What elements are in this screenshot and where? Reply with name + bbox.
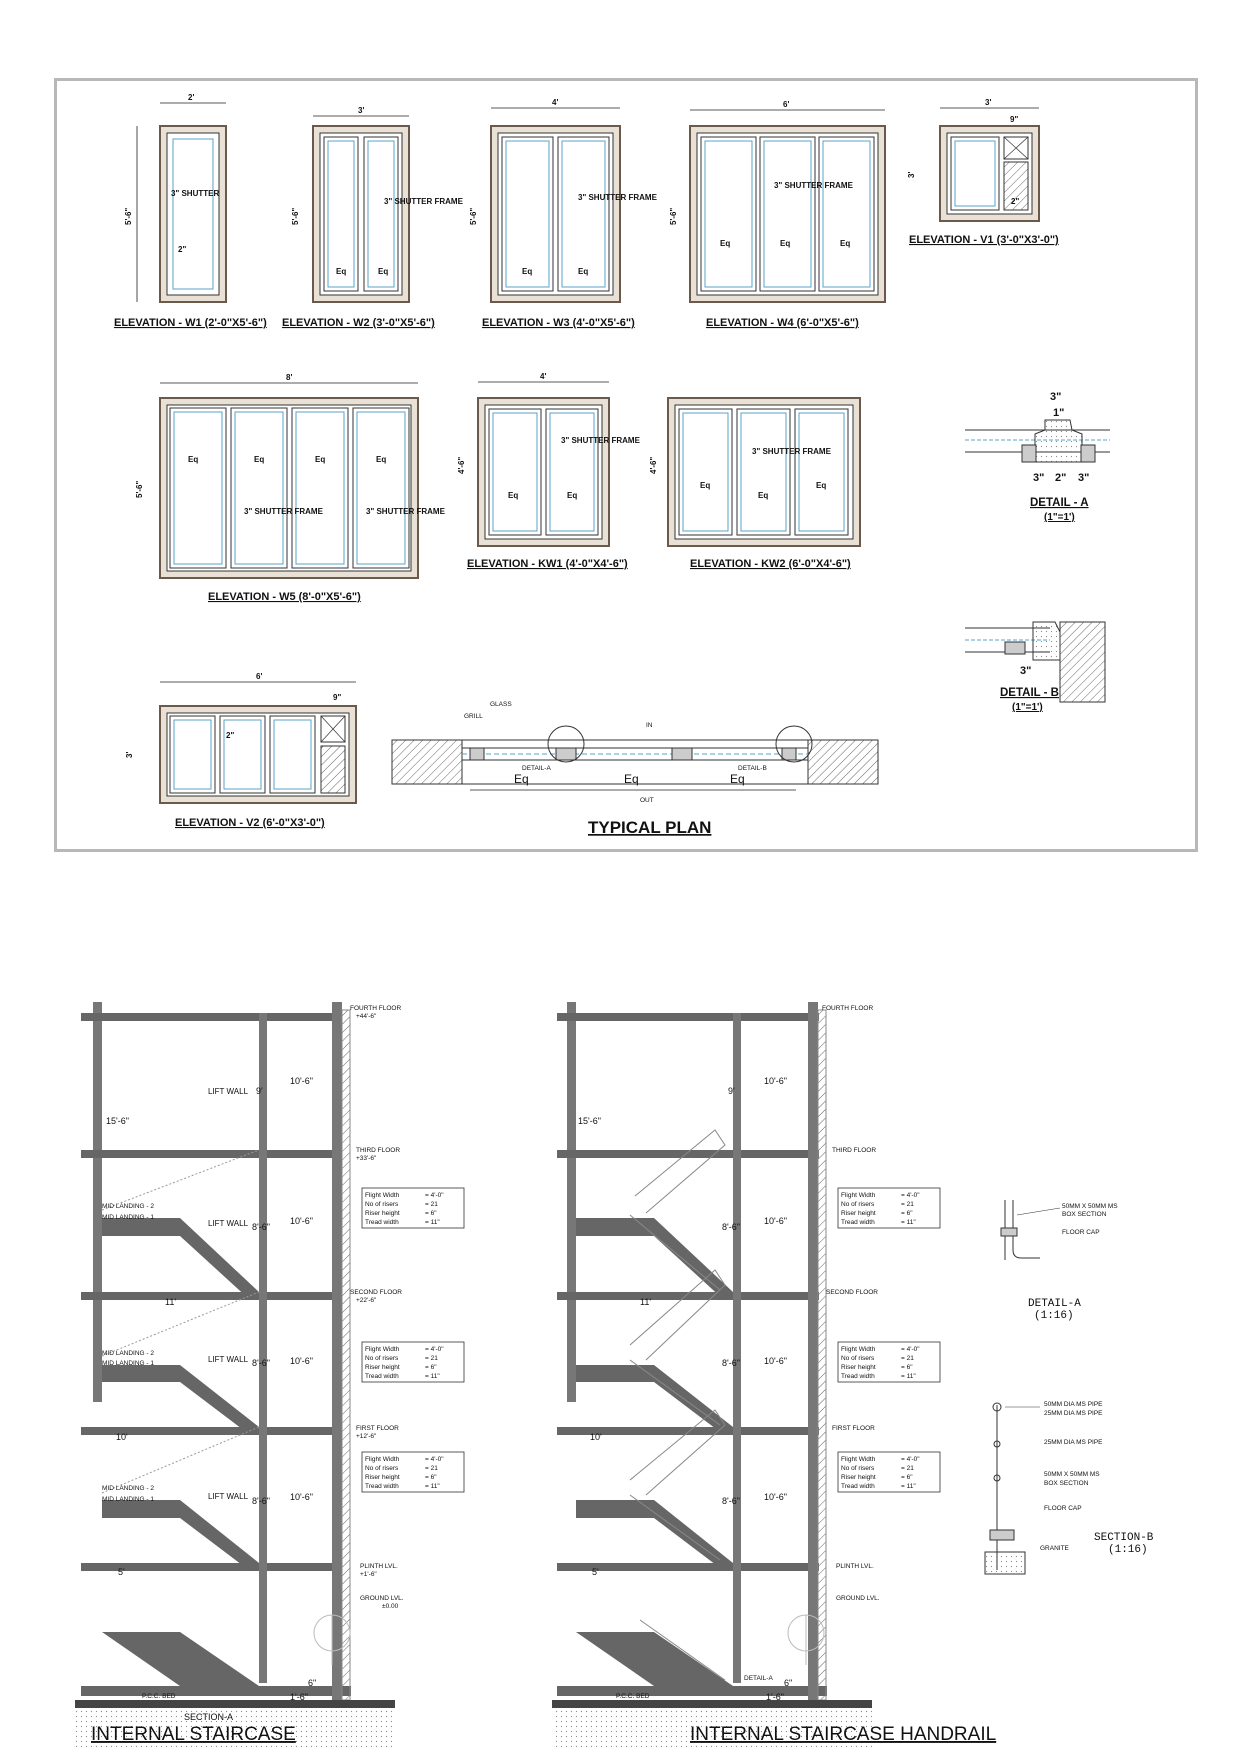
v1-title: ELEVATION - V1 (3'-0"X3'-0") (909, 234, 1059, 246)
dA-l2: BOX SECTION (1062, 1211, 1107, 1218)
svg-text:Flight Width: Flight Width (841, 1192, 876, 1199)
lvl-3: THIRD FLOOR (356, 1147, 401, 1154)
svg-text:= 4'-0": = 4'-0" (901, 1192, 920, 1199)
w4-eq3: Eq (840, 239, 851, 248)
w4-title: ELEVATION - W4 (6'-0"X5'-6") (706, 317, 859, 329)
svg-text:= 21: = 21 (901, 1465, 914, 1472)
svg-text:= 4'-0": = 4'-0" (425, 1456, 444, 1463)
svg-text:= 6": = 6" (425, 1210, 437, 1217)
v1-width: 3' (985, 98, 992, 107)
a-s2: 11' (165, 1297, 177, 1307)
kw2-eq3: Eq (816, 481, 827, 490)
detail-b-window (965, 622, 1105, 713)
detail-a-d4: 2" (1055, 472, 1067, 484)
v2-height: 3' (125, 751, 134, 758)
elevation-w3 (469, 98, 658, 329)
kw1-note: 3" SHUTTER FRAME (561, 436, 640, 445)
plan-title: TYPICAL PLAN (588, 818, 712, 837)
v2-vent: 9" (333, 693, 342, 702)
svg-text:No of risers: No of risers (365, 1465, 399, 1472)
w5-title: ELEVATION - W5 (8'-0"X5'-6") (208, 591, 361, 603)
lvl-1-val: +12'-6" (356, 1433, 377, 1440)
kw1-height: 4'-6" (457, 456, 466, 474)
a-v1: 9' (256, 1086, 263, 1096)
plan-in: IN (646, 722, 653, 729)
a-h1: 10'-6" (290, 1076, 313, 1086)
svg-text:Riser height: Riser height (841, 1210, 876, 1217)
detail-a-d1: 3" (1050, 391, 1062, 403)
svg-text:= 6": = 6" (901, 1364, 913, 1371)
b-s1: 15'-6" (578, 1116, 601, 1126)
svg-text:Tread width: Tread width (365, 1373, 399, 1380)
v1-d: 2" (1011, 197, 1020, 206)
stair-a-title: INTERNAL STAIRCASE (91, 1724, 296, 1745)
elevation-kw1 (457, 372, 641, 570)
lvl-4: FOURTH FLOOR (350, 1005, 402, 1012)
w5-eq: Eq (188, 455, 199, 464)
b-lvl-1: FIRST FLOOR (832, 1425, 875, 1432)
plan-eq2: Eq (624, 772, 639, 786)
lift-2: LIFT WALL (208, 1219, 249, 1228)
detail-b-title: DETAIL - B (1000, 687, 1059, 699)
a-h3: 10'-6" (290, 1356, 313, 1366)
lift-4: LIFT WALL (208, 1492, 249, 1501)
svg-text:= 11": = 11" (901, 1483, 916, 1490)
svg-text:Flight Width: Flight Width (365, 1346, 400, 1353)
a-b2: 6" (308, 1678, 317, 1688)
dA-scale: (1:16) (1034, 1310, 1074, 1322)
a-s4: 5' (118, 1567, 125, 1577)
sB-l2: 25MM DIA MS PIPE (1044, 1410, 1103, 1417)
sB-scale: (1:16) (1108, 1544, 1148, 1556)
spec-box-a3 (362, 1452, 464, 1492)
w1-note: 3" SHUTTER (171, 189, 220, 198)
v1-height: 3' (907, 171, 916, 178)
b-s2: 11' (640, 1297, 652, 1307)
lvl-4-val: +44'-6" (356, 1013, 377, 1020)
sB-title: SECTION-B (1094, 1532, 1154, 1544)
elevation-w4 (669, 100, 885, 329)
b-detail: DETAIL-A (744, 1675, 773, 1682)
kw2-eq: Eq (700, 481, 711, 490)
kw1-width: 4' (540, 372, 547, 381)
svg-text:Flight Width: Flight Width (365, 1192, 400, 1199)
svg-text:= 4'-0": = 4'-0" (425, 1192, 444, 1199)
w5-eq3: Eq (315, 455, 326, 464)
a-landing1c: MID LANDING - 1 (102, 1496, 155, 1503)
svg-text:= 21: = 21 (425, 1201, 438, 1208)
sB-l5: BOX SECTION (1044, 1480, 1089, 1487)
w2-eq2: Eq (378, 267, 389, 276)
lift-1: LIFT WALL (208, 1087, 249, 1096)
svg-text:= 21: = 21 (901, 1201, 914, 1208)
section-a-label: SECTION-A (184, 1712, 234, 1722)
w5-width: 8' (286, 373, 293, 382)
svg-text:No of risers: No of risers (841, 1465, 875, 1472)
a-pcc: P.C.C. BED (142, 1693, 176, 1700)
dA-l1: 50MM X 50MM MS (1062, 1203, 1118, 1210)
b-h3: 10'-6" (764, 1356, 787, 1366)
svg-text:Tread width: Tread width (841, 1219, 875, 1226)
w4-eq: Eq (720, 239, 731, 248)
b-lvl-4: FOURTH FLOOR (822, 1005, 874, 1012)
w3-note: 3" SHUTTER FRAME (578, 193, 657, 202)
b-s4: 5' (592, 1567, 599, 1577)
b-v3: 8'-6" (722, 1358, 740, 1368)
b-b2: 6" (784, 1678, 793, 1688)
detail-a-d2: 1" (1053, 407, 1065, 419)
svg-text:= 6": = 6" (425, 1364, 437, 1371)
w4-note: 3" SHUTTER FRAME (774, 181, 853, 190)
detail-b-d1: 3" (1020, 665, 1032, 677)
a-landing2b: MID LANDING - 2 (102, 1350, 155, 1357)
plan-grill: GRILL (464, 713, 483, 720)
spec-box-b3 (838, 1452, 940, 1492)
plan-out: OUT (640, 797, 654, 804)
sB-l1: 50MM DIA MS PIPE (1044, 1401, 1103, 1408)
a-landing1b: MID LANDING - 1 (102, 1360, 155, 1367)
b-v4: 8'-6" (722, 1496, 740, 1506)
v2-d: 2" (226, 731, 235, 740)
w5-height: 5'-6" (135, 480, 144, 498)
svg-text:= 21: = 21 (901, 1355, 914, 1362)
svg-text:= 11": = 11" (425, 1219, 440, 1226)
svg-text:Riser height: Riser height (365, 1474, 400, 1481)
lvl-3-val: +33'-6" (356, 1155, 377, 1162)
kw1-title: ELEVATION - KW1 (4'-0"X4'-6") (467, 558, 628, 570)
lvl-2-val: +22'-6" (356, 1297, 377, 1304)
svg-text:Tread width: Tread width (841, 1483, 875, 1490)
b-s3: 10' (590, 1432, 602, 1442)
lift-3: LIFT WALL (208, 1355, 249, 1364)
kw1-eq2: Eq (567, 491, 578, 500)
detail-a-scale: (1"=1') (1044, 512, 1075, 523)
w5-eq4: Eq (376, 455, 387, 464)
a-v3: 8'-6" (252, 1358, 270, 1368)
w1-d: 2" (178, 245, 187, 254)
handrail-section-b (985, 1401, 1154, 1574)
v2-width: 6' (256, 672, 263, 681)
lvl-plinth: PLINTH LVL. (360, 1563, 398, 1570)
svg-text:Flight Width: Flight Width (841, 1346, 876, 1353)
detail-a-window (965, 391, 1110, 523)
handrail-detail-a (1001, 1200, 1118, 1322)
spec-box-b2 (838, 1342, 940, 1382)
w2-note: 3" SHUTTER FRAME (384, 197, 463, 206)
lvl-ground: GROUND LVL. (360, 1595, 404, 1602)
b-pcc: P.C.C. BED (616, 1693, 650, 1700)
w4-height: 5'-6" (669, 207, 678, 225)
spec-box-a1 (362, 1188, 464, 1228)
b-v2: 8'-6" (722, 1222, 740, 1232)
sB-l4: 50MM X 50MM MS (1044, 1471, 1100, 1478)
w5-note2: 3" SHUTTER FRAME (366, 507, 445, 516)
w3-width: 4' (552, 98, 559, 107)
a-landing2c: MID LANDING - 2 (102, 1485, 155, 1492)
svg-text:No of risers: No of risers (365, 1201, 399, 1208)
svg-text:No of risers: No of risers (365, 1355, 399, 1362)
detail-a-title: DETAIL - A (1030, 497, 1089, 509)
svg-text:Riser height: Riser height (841, 1364, 876, 1371)
kw1-eq: Eq (508, 491, 519, 500)
w3-height: 5'-6" (469, 207, 478, 225)
elevation-w1 (114, 93, 267, 329)
b-lvl-plinth: PLINTH LVL. (836, 1563, 874, 1570)
kw2-height: 4'-6" (649, 456, 658, 474)
svg-text:Tread width: Tread width (841, 1373, 875, 1380)
svg-text:No of risers: No of risers (841, 1201, 875, 1208)
svg-text:= 4'-0": = 4'-0" (901, 1346, 920, 1353)
typical-plan (392, 701, 878, 837)
b-b1: 1'-6" (766, 1692, 784, 1702)
w5-note: 3" SHUTTER FRAME (244, 507, 323, 516)
svg-text:= 11": = 11" (425, 1483, 440, 1490)
w1-title: ELEVATION - W1 (2'-0"X5'-6") (114, 317, 267, 329)
svg-text:= 11": = 11" (901, 1219, 916, 1226)
svg-text:= 4'-0": = 4'-0" (901, 1456, 920, 1463)
svg-text:= 21: = 21 (425, 1465, 438, 1472)
elevation-w2 (282, 106, 464, 329)
lvl-ground-val: ±0.00 (382, 1603, 399, 1610)
w2-title: ELEVATION - W2 (3'-0"X5'-6") (282, 317, 435, 329)
elevation-v2 (125, 672, 356, 829)
elevation-kw2 (649, 398, 860, 570)
svg-text:= 6": = 6" (425, 1474, 437, 1481)
a-v2: 8'-6" (252, 1222, 270, 1232)
plan-det-a: DETAIL-A (522, 765, 551, 772)
svg-text:Riser height: Riser height (365, 1210, 400, 1217)
lvl-plinth-val: +1'-6" (360, 1571, 377, 1578)
dA-title: DETAIL-A (1028, 1298, 1081, 1310)
a-landing2a: MID LANDING - 2 (102, 1203, 155, 1210)
w1-height: 5'-6" (124, 207, 133, 225)
v1-vent: 9" (1010, 115, 1019, 124)
sB-l7: GRANITE (1040, 1545, 1069, 1552)
a-h2: 10'-6" (290, 1216, 313, 1226)
svg-text:Riser height: Riser height (841, 1474, 876, 1481)
svg-text:Riser height: Riser height (365, 1364, 400, 1371)
elevation-w5 (135, 373, 446, 603)
b-lvl-3: THIRD FLOOR (832, 1147, 877, 1154)
sB-l6: FLOOR CAP (1044, 1505, 1082, 1512)
plan-det-b: DETAIL-B (738, 765, 767, 772)
w3-title: ELEVATION - W3 (4'-0"X5'-6") (482, 317, 635, 329)
kw2-note: 3" SHUTTER FRAME (752, 447, 831, 456)
detail-a-d5: 3" (1078, 472, 1090, 484)
w5-eq2: Eq (254, 455, 265, 464)
staircase-section-a (75, 1002, 464, 1748)
lvl-2: SECOND FLOOR (350, 1289, 403, 1296)
svg-text:= 21: = 21 (425, 1355, 438, 1362)
staircase-handrail-section (552, 1002, 996, 1748)
w1-width: 2' (188, 93, 195, 102)
spec-box-a2 (362, 1342, 464, 1382)
b-h2: 10'-6" (764, 1216, 787, 1226)
w2-eq: Eq (336, 267, 347, 276)
svg-text:= 4'-0": = 4'-0" (425, 1346, 444, 1353)
svg-text:= 6": = 6" (901, 1210, 913, 1217)
a-h4: 10'-6" (290, 1492, 313, 1502)
lvl-1: FIRST FLOOR (356, 1425, 399, 1432)
dA-l3: FLOOR CAP (1062, 1229, 1100, 1236)
a-landing1a: MID LANDING - 1 (102, 1214, 155, 1221)
w3-eq2: Eq (578, 267, 589, 276)
a-v4: 8'-6" (252, 1496, 270, 1506)
b-lvl-2: SECOND FLOOR (826, 1289, 879, 1296)
svg-text:Tread width: Tread width (365, 1483, 399, 1490)
detail-a-d3: 3" (1033, 472, 1045, 484)
sB-l3: 25MM DIA MS PIPE (1044, 1439, 1103, 1446)
detail-b-scale: (1"=1') (1012, 702, 1043, 713)
spec-box-b1 (838, 1188, 940, 1228)
svg-text:= 6": = 6" (901, 1474, 913, 1481)
stair-b-title: INTERNAL STAIRCASE HANDRAIL (690, 1724, 997, 1745)
a-b1: 1'-6" (290, 1692, 308, 1702)
w2-width: 3' (358, 106, 365, 115)
svg-text:= 11": = 11" (901, 1373, 916, 1380)
b-v1: 9' (728, 1086, 735, 1096)
elevation-v1 (907, 98, 1059, 246)
a-s3: 10' (116, 1432, 128, 1442)
plan-glass: GLASS (490, 701, 512, 708)
svg-text:Flight Width: Flight Width (841, 1456, 876, 1463)
a-s1: 15'-6" (106, 1116, 129, 1126)
kw2-title: ELEVATION - KW2 (6'-0"X4'-6") (690, 558, 851, 570)
svg-text:Tread width: Tread width (365, 1219, 399, 1226)
w4-eq2: Eq (780, 239, 791, 248)
svg-text:= 11": = 11" (425, 1373, 440, 1380)
w2-height: 5'-6" (291, 207, 300, 225)
v2-title: ELEVATION - V2 (6'-0"X3'-0") (175, 817, 325, 829)
svg-text:Flight Width: Flight Width (365, 1456, 400, 1463)
b-h4: 10'-6" (764, 1492, 787, 1502)
w4-width: 6' (783, 100, 790, 109)
plan-eq3: Eq (730, 772, 745, 786)
svg-text:No of risers: No of risers (841, 1355, 875, 1362)
b-lvl-ground: GROUND LVL. (836, 1595, 880, 1602)
plan-eq1: Eq (514, 772, 529, 786)
b-h1: 10'-6" (764, 1076, 787, 1086)
w3-eq: Eq (522, 267, 533, 276)
kw2-eq2: Eq (758, 491, 769, 500)
